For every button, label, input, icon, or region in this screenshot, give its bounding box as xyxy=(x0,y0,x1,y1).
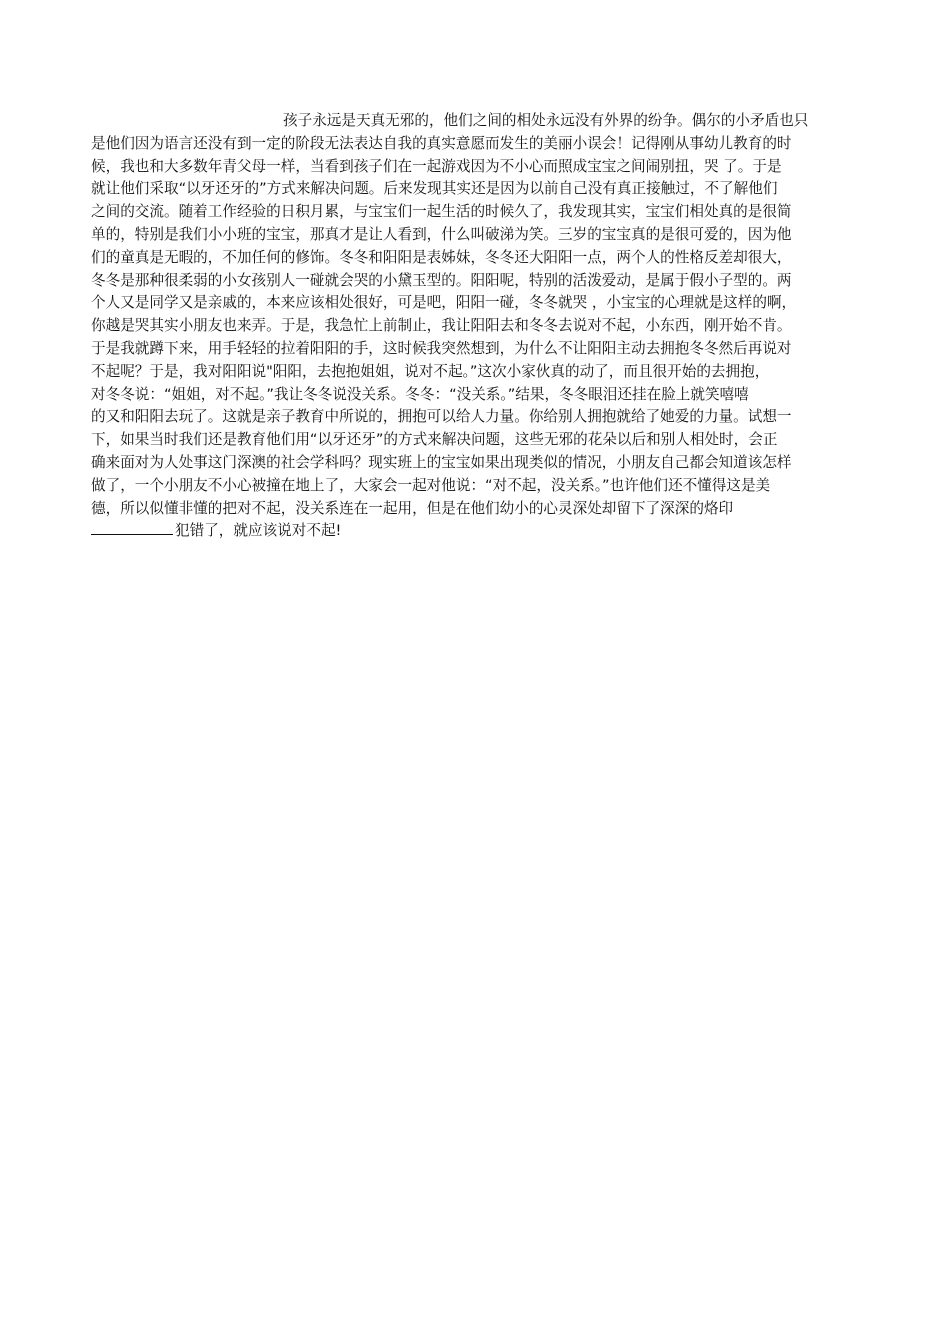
paragraph-line: 冬冬是那种很柔弱的小女孩别人一碰就会哭的小黛玉型的。阳阳呢，特别的活泼爱动，是属于假小子型的。两 xyxy=(91,271,792,289)
paragraph-line: 下，如果当时我们还是教育他们用“以牙还牙”的方式来解决问题，这些无邪的花朵以后和别人相处时，会正 xyxy=(91,431,778,449)
article-body xyxy=(91,110,859,543)
paragraph-line: 不起呢？于是，我对阳阳说"阳阳，去抱抱姐姐，说对不起。”这次小家伙真的动了，而且很开始的去拥抱， xyxy=(91,362,770,380)
paragraph-line: 单的，特别是我们小小班的宝宝，那真才是让人看到，什么叫破涕为笑。三岁的宝宝真的是很可爱的，因为他 xyxy=(91,225,792,243)
fill-in-blank xyxy=(91,520,173,535)
paragraph-line: 于是我就蹲下来，用手轻轻的拉着阳阳的手，这时候我突然想到，为什么不让阳阳主动去拥抱冬冬然后再说对 xyxy=(91,339,792,357)
paragraph-line: 们的童真是无暇的，不加任何的修饰。冬冬和阳阳是表姊妹，冬冬还大阳阳一点，两个人的性格反差却很大， xyxy=(91,248,792,266)
paragraph-line: 德，所以似懂非懂的把对不起，没关系连在一起用，但是在他们幼小的心灵深处却留下了深深的烙印 xyxy=(91,499,734,517)
paragraph-line: 的又和阳阳去玩了。这就是亲子教育中所说的，拥抱可以给人力量。你给别人拥抱就给了她爱的力量。试想一 xyxy=(91,408,792,426)
paragraph-line: 就让他们采取“以牙还牙的”方式来解决问题。后来发现其实还是因为以前自己没有真正接触过，不了解他们 xyxy=(91,180,778,198)
paragraph-line: 对冬冬说：“姐姐，对不起。”我让冬冬说没关系。冬冬：“没关系。”结果，冬冬眼泪还挂在脸上就笑嘻嘻 xyxy=(91,385,749,403)
paragraph-line: 之间的交流。随着工作经验的日积月累，与宝宝们一起生活的时候久了，我发现其实，宝宝们相处真的是很简 xyxy=(91,203,792,221)
final-line xyxy=(91,520,859,543)
paragraph-line: 是他们因为语言还没有到一定的阶段无法表达自我的真实意愿而发生的美丽小误会！记得刚从事幼儿教育的时 xyxy=(91,134,792,152)
paragraph-line: 做了，一个小朋友不小心被撞在地上了，大家会一起对他说：“对不起，没关系。”也许他们还不懂得这是美 xyxy=(91,476,771,494)
paragraph-line: 个人又是同学又是亲戚的，本来应该相处很好，可是吧，阳阳一碰，冬冬就哭 ，小宝宝的心理就是这样的啊， xyxy=(91,294,797,312)
paragraph-line: 你越是哭其实小朋友也来弄。于是，我急忙上前制止，我让阳阳去和冬冬去说对不起，小东西，刚开始不肯。 xyxy=(91,317,792,335)
paragraph-line: 候，我也和大多数年青父母一样，当看到孩子们在一起游戏因为不小心而照成宝宝之间闹别扭，哭 了。于是 xyxy=(91,157,782,175)
final-line-text: 犯错了，就应该说对不起! xyxy=(175,522,342,540)
paragraph-line: 孩子永远是天真无邪的，他们之间的相处永远没有外界的纷争。偶尔的小矛盾也只 xyxy=(283,112,809,129)
paragraph-line: 确来面对为人处事这门深澳的社会学科吗？现实班上的宝宝如果出现类似的情况，小朋友自己都会知道该怎样 xyxy=(91,453,792,471)
